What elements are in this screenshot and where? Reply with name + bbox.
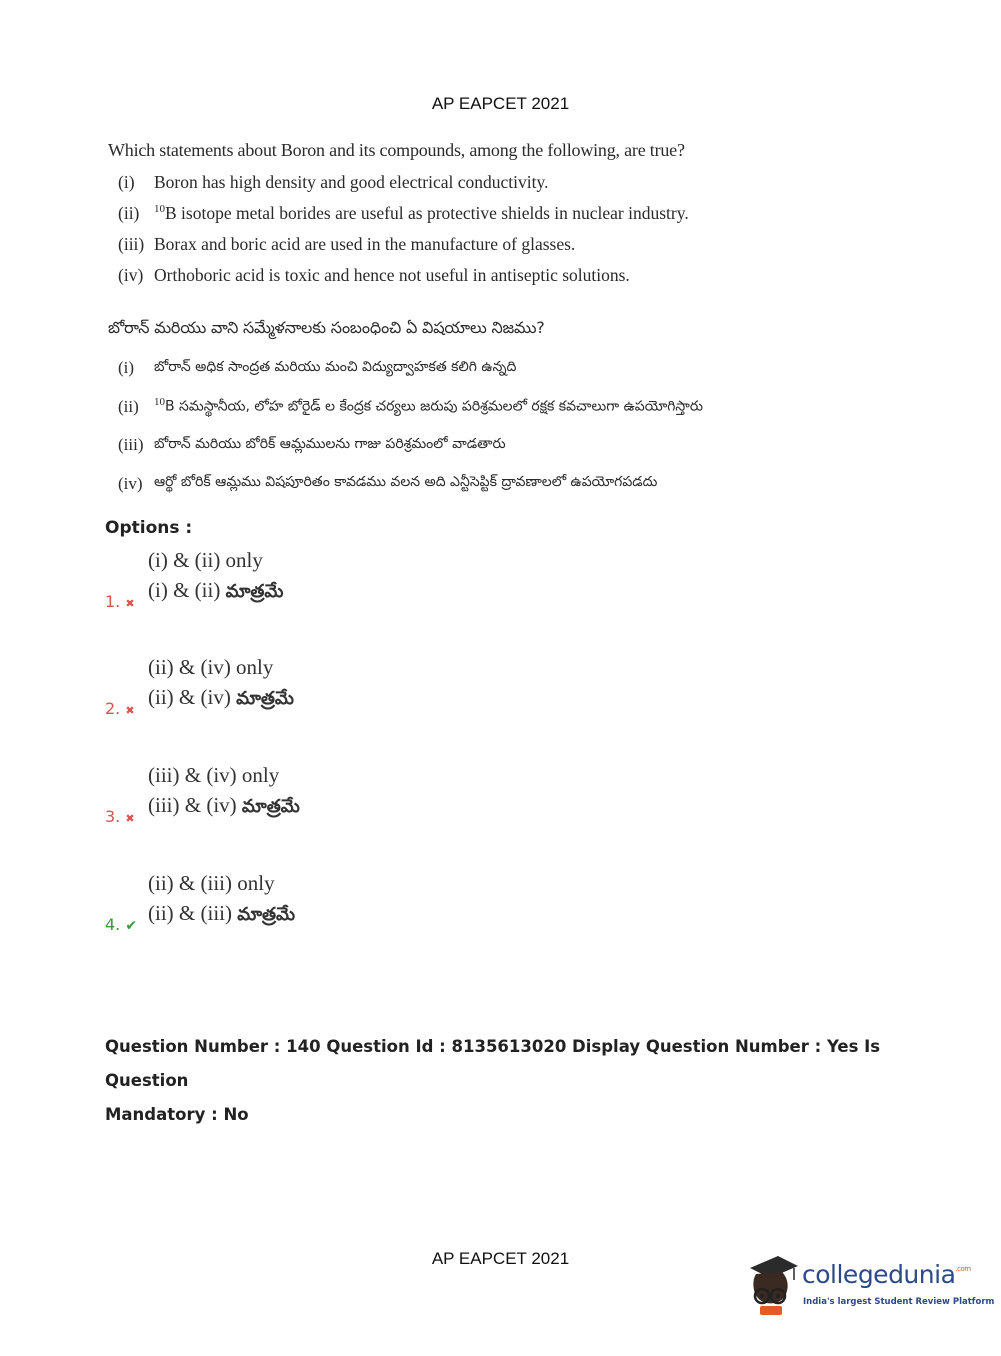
metadata-line-2: Mandatory : No <box>105 1105 249 1124</box>
question-metadata <box>105 1030 915 1132</box>
isotope-superscript: 10 <box>154 203 165 216</box>
check-icon: ✔ <box>125 918 138 934</box>
question-telugu <box>108 318 928 503</box>
cross-icon: ✖ <box>125 812 135 825</box>
statement-en-3: (iii) Borax and boric acid are used in the manufacture of glasses. <box>118 234 576 254</box>
option-4-te: (ii) & (iii) మాత్రమే <box>148 901 296 925</box>
options-label: Options : <box>105 518 193 538</box>
page-footer-title: AP EAPCET 2021 <box>431 1249 570 1268</box>
statement-te-2: (ii) $^{10}$B సమస్థానీయ, లోహ బోరైడ్ ల కేంద్రక చర్యలు జరుపు పరిశ్రమలలో రక్షక కవచాలుగా ఉపయోగిస్తారు <box>118 395 703 416</box>
option-3-marker: 3. ✖ <box>105 807 135 826</box>
cross-icon: ✖ <box>125 704 135 717</box>
option-2-en: (ii) & (iv) only <box>148 655 274 679</box>
option-1-en: (i) & (ii) only <box>148 548 263 572</box>
option-4-marker: 4. ✔ <box>105 915 138 934</box>
metadata-line-1: Question Number : 140 Question Id : 8135613020 Display Question Number : Yes Is Question <box>105 1037 881 1090</box>
statement-te-4: (iv) ఆర్థో బోరిక్ ఆమ్లము విషపూరితం కావడము వలన అది ఎన్టీసెప్టిక్ ద్రావణాలలో ఉపయోగపడదు <box>118 473 658 493</box>
question-stem-te: బోరాన్ మరియు వాని సమ్మేళనాలకు సంబంధించి ఏ విషయాలు నిజము? <box>108 318 545 337</box>
option-3[interactable] <box>105 763 605 843</box>
option-1-te: (i) & (ii) మాత్రమే <box>148 578 284 602</box>
statement-en-2: (ii) $^{10}$B isotope metal borides are useful as protective shields in nuclear industry. <box>118 203 689 223</box>
option-4[interactable] <box>105 871 605 951</box>
question-english <box>108 140 928 291</box>
logo-tagline: India's largest Student Review Platform <box>803 1297 995 1307</box>
isotope-superscript-te: 10 <box>154 395 165 408</box>
mascot-graduate-icon <box>742 1250 800 1316</box>
statement-en-4: (iv) Orthoboric acid is toxic and hence not useful in antiseptic solutions. <box>118 265 630 285</box>
option-4-en: (ii) & (iii) only <box>148 871 275 895</box>
question-stem-en: Which statements about Boron and its compounds, among the following, are true? <box>108 140 685 160</box>
logo-wordmark: collegedunia$^{.com}$ <box>802 1260 971 1289</box>
option-1-marker: 1. ✖ <box>105 592 135 611</box>
statement-en-1: (i) Boron has high density and good electrical conductivity. <box>118 172 549 192</box>
option-3-te: (iii) & (iv) మాత్రమే <box>148 793 300 817</box>
option-2-te: (ii) & (iv) మాత్రమే <box>148 685 294 709</box>
option-2[interactable] <box>105 655 605 735</box>
option-3-en: (iii) & (iv) only <box>148 763 280 787</box>
page-header-title: AP EAPCET 2021 <box>431 94 570 113</box>
option-2-marker: 2. ✖ <box>105 699 135 718</box>
cross-icon: ✖ <box>125 597 135 610</box>
statement-te-1: (i) బోరాన్ అధిక సాంద్రత మరియు మంచి విద్యుద్వాహకత కలిగి ఉన్నది <box>118 358 517 378</box>
collegedunia-logo[interactable] <box>742 1250 995 1320</box>
option-1[interactable] <box>105 548 605 628</box>
statement-te-3: (iii) బోరాన్ మరియు బోరిక్ ఆమ్లములను గాజు పరిశ్రమంలో వాడతారు <box>118 435 506 455</box>
